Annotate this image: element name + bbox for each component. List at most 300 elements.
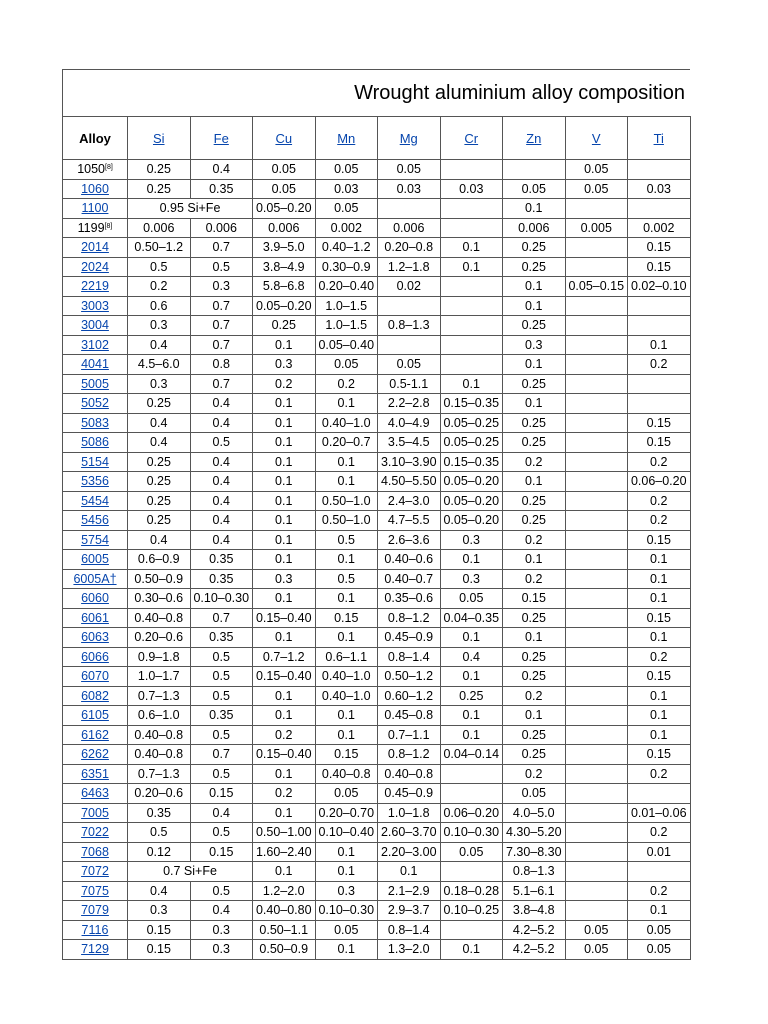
composition-cell [440,920,503,940]
footnote-ref[interactable]: [8] [105,164,113,172]
composition-cell [565,803,628,823]
composition-cell: 0.7 [190,316,253,336]
composition-cell: 0.8–1.3 [378,316,441,336]
table-row [63,530,691,550]
alloy-cell[interactable] [63,803,128,823]
composition-cell: 0.20–0.6 [128,628,191,648]
composition-cell: 0.40–0.8 [128,745,191,765]
alloy-cell[interactable] [63,355,128,375]
composition-cell: 0.40–1.0 [315,686,378,706]
alloy-link[interactable]: 6351 [81,766,109,781]
merged-si-fe-cell: 0.95 Si+Fe [128,199,253,219]
composition-cell [440,199,503,219]
composition-cell: 0.05 [315,160,378,180]
alloy-cell[interactable] [63,335,128,355]
composition-cell [565,257,628,277]
composition-cell [565,862,628,882]
alloy-cell[interactable] [63,238,128,258]
alloy-cell[interactable] [63,472,128,492]
composition-cell: 0.25 [503,238,566,258]
composition-cell: 0.15–0.35 [440,452,503,472]
column-header-mn[interactable] [315,117,378,160]
alloy-cell[interactable] [63,862,128,882]
composition-cell: 0.50–0.9 [128,569,191,589]
alloy-cell [63,160,128,180]
composition-cell: 0.4 [440,647,503,667]
composition-cell [565,667,628,687]
alloy-link[interactable]: 5454 [81,493,109,508]
alloy-link[interactable]: 2219 [81,279,109,294]
table-row [63,940,691,960]
table-row [63,647,691,667]
composition-cell: 0.1 [440,940,503,960]
table-row [63,218,691,238]
alloy-link[interactable]: 5456 [81,513,109,528]
composition-cell: 0.12 [128,842,191,862]
alloy-cell[interactable] [63,550,128,570]
composition-cell: 0.15 [628,433,691,453]
composition-cell: 0.05 [565,940,628,960]
composition-cell: 1.0–1.5 [315,296,378,316]
composition-cell: 4.0–4.9 [378,413,441,433]
alloy-cell[interactable] [63,296,128,316]
composition-cell [378,296,441,316]
composition-cell: 0.25 [128,394,191,414]
composition-cell: 0.05 [565,179,628,199]
table-row [63,374,691,394]
alloy-cell[interactable] [63,277,128,297]
composition-cell [378,335,441,355]
composition-cell: 1.60–2.40 [253,842,316,862]
composition-cell: 0.4 [128,413,191,433]
composition-cell: 0.1 [315,394,378,414]
alloy-cell[interactable] [63,823,128,843]
composition-cell: 0.25 [128,179,191,199]
composition-cell: 0.04–0.14 [440,745,503,765]
alloy-cell[interactable] [63,764,128,784]
composition-cell: 0.05 [253,179,316,199]
composition-cell: 2.2–2.8 [378,394,441,414]
alloy-link[interactable]: 5754 [81,532,109,547]
column-header-cr[interactable] [440,117,503,160]
alloy-cell[interactable] [63,686,128,706]
composition-cell: 0.35 [128,803,191,823]
alloy-link[interactable]: 5086 [81,435,109,450]
alloy-cell[interactable] [63,628,128,648]
alloy-cell[interactable] [63,842,128,862]
composition-cell [440,160,503,180]
alloy-cell[interactable] [63,940,128,960]
composition-cell: 0.5 [190,725,253,745]
composition-cell [565,472,628,492]
composition-cell: 0.25 [503,413,566,433]
composition-table-container [62,69,768,960]
column-header-fe[interactable] [190,117,253,160]
composition-cell: 0.15–0.40 [253,667,316,687]
alloy-label: 1199 [77,220,105,235]
composition-cell: 0.7–1.1 [378,725,441,745]
composition-cell: 0.7 [190,335,253,355]
composition-cell [628,862,691,882]
composition-cell: 0.1 [253,491,316,511]
alloy-link[interactable]: 5052 [81,396,109,411]
table-row [63,823,691,843]
alloy-link[interactable]: 7068 [81,844,109,859]
column-header-ti[interactable] [628,117,691,160]
composition-cell: 0.1 [503,550,566,570]
alloy-cell[interactable] [63,569,128,589]
composition-cell: 0.15 [315,608,378,628]
composition-cell: 0.6 [128,296,191,316]
composition-cell: 0.2 [315,374,378,394]
composition-cell: 0.1 [253,862,316,882]
composition-cell [565,433,628,453]
composition-cell: 0.2 [628,511,691,531]
composition-cell: 0.1 [253,550,316,570]
alloy-cell[interactable] [63,608,128,628]
composition-cell: 0.25 [128,160,191,180]
alloy-link[interactable]: 6061 [81,610,109,625]
alloy-cell[interactable] [63,413,128,433]
composition-cell: 0.10–0.30 [440,823,503,843]
composition-cell: 5.1–6.1 [503,881,566,901]
composition-cell: 0.2 [503,764,566,784]
composition-cell: 0.45–0.9 [378,784,441,804]
composition-cell: 0.5 [128,257,191,277]
table-row [63,335,691,355]
composition-cell: 0.50–1.2 [128,238,191,258]
alloy-link[interactable]: 6105 [81,708,109,723]
composition-cell: 0.25 [128,511,191,531]
composition-cell: 0.006 [190,218,253,238]
composition-cell [565,374,628,394]
composition-cell: 0.5 [315,530,378,550]
composition-cell: 0.50–1.0 [315,491,378,511]
alloy-cell[interactable] [63,199,128,219]
composition-cell: 3.10–3.90 [378,452,441,472]
composition-cell [565,355,628,375]
composition-cell: 1.2–2.0 [253,881,316,901]
composition-cell: 0.8–1.3 [503,862,566,882]
column-header-cu[interactable] [253,117,316,160]
composition-cell: 0.2 [253,725,316,745]
alloy-link[interactable]: 6070 [81,669,109,684]
composition-cell [565,199,628,219]
composition-cell: 0.04–0.35 [440,608,503,628]
composition-cell [565,745,628,765]
composition-cell [565,452,628,472]
composition-cell: 0.10–0.30 [315,901,378,921]
composition-cell: 0.7 [190,296,253,316]
alloy-cell[interactable] [63,647,128,667]
composition-cell: 0.02–0.10 [628,277,691,297]
table-row [63,550,691,570]
alloy-link[interactable]: 5356 [81,474,109,489]
composition-cell: 0.1 [315,628,378,648]
composition-cell [565,764,628,784]
composition-cell: 0.1 [253,706,316,726]
composition-cell: 0.35 [190,628,253,648]
composition-cell: 0.05–0.20 [440,491,503,511]
composition-cell: 0.15 [628,745,691,765]
alloy-link[interactable]: 6262 [81,747,109,762]
element-link-v[interactable]: V [591,130,601,146]
alloy-link[interactable]: 5154 [81,454,109,469]
composition-cell [565,725,628,745]
composition-cell: 0.40–0.6 [378,550,441,570]
composition-cell: 0.01–0.06 [628,803,691,823]
element-link-zn[interactable]: Zn [526,130,542,146]
element-link-mn[interactable]: Mn [337,130,356,146]
alloy-link[interactable]: 7072 [81,864,109,879]
composition-cell: 0.4 [190,452,253,472]
composition-cell: 0.1 [253,628,316,648]
composition-cell: 0.4 [190,901,253,921]
alloy-link[interactable]: 7005 [81,805,109,820]
composition-cell: 0.2 [128,277,191,297]
element-link-cr[interactable]: Cr [464,130,479,146]
composition-cell: 0.05 [565,160,628,180]
alloy-cell[interactable] [63,374,128,394]
table-row [63,569,691,589]
composition-cell: 0.25 [503,316,566,336]
element-link-ti[interactable]: Ti [653,130,664,146]
composition-cell: 0.6–0.9 [128,550,191,570]
composition-cell: 0.1 [503,355,566,375]
table-row [63,764,691,784]
alloy-cell[interactable] [63,881,128,901]
composition-cell: 0.15 [128,920,191,940]
table-row [63,413,691,433]
alloy-link[interactable]: 6162 [81,727,109,742]
composition-cell: 0.3 [190,277,253,297]
alloy-link[interactable]: 6005 [81,552,109,567]
composition-cell: 0.05–0.20 [440,511,503,531]
alloy-link[interactable]: 6005A† [73,571,117,586]
composition-cell: 0.1 [315,706,378,726]
alloy-link[interactable]: 6082 [81,688,109,703]
composition-cell: 0.1 [628,569,691,589]
alloy-link[interactable]: 6463 [81,786,109,801]
composition-cell: 0.1 [503,296,566,316]
alloy-link[interactable]: 2024 [81,259,109,274]
composition-cell: 0.35 [190,550,253,570]
composition-cell: 0.05 [440,842,503,862]
composition-cell: 0.15–0.40 [253,745,316,765]
composition-cell [440,277,503,297]
composition-cell: 0.1 [440,667,503,687]
composition-cell: 0.1 [315,452,378,472]
composition-cell: 0.3 [128,374,191,394]
composition-cell [628,199,691,219]
composition-cell [565,608,628,628]
composition-cell [565,550,628,570]
composition-cell: 0.3 [190,920,253,940]
composition-cell: 0.5 [190,433,253,453]
composition-cell: 0.25 [503,511,566,531]
composition-cell [440,296,503,316]
composition-cell: 0.4 [190,413,253,433]
column-header-zn[interactable] [503,117,566,160]
footnote-ref[interactable]: [8] [104,222,113,230]
composition-cell: 0.15 [628,530,691,550]
alloy-link[interactable]: 4041 [81,357,109,372]
composition-cell [565,316,628,336]
composition-cell: 0.3 [253,569,316,589]
composition-cell: 0.2 [503,569,566,589]
alloy-cell[interactable] [63,706,128,726]
composition-cell: 0.60–1.2 [378,686,441,706]
composition-cell: 0.4 [190,394,253,414]
composition-cell: 2.9–3.7 [378,901,441,921]
composition-cell: 0.1 [628,686,691,706]
alloy-link[interactable]: 6063 [81,630,109,645]
composition-cell: 0.3 [503,335,566,355]
composition-cell: 0.2 [628,355,691,375]
composition-cell: 0.06–0.20 [628,472,691,492]
composition-cell [565,335,628,355]
composition-cell: 0.05 [253,160,316,180]
header-row [63,117,691,160]
composition-cell: 0.4 [128,530,191,550]
composition-cell: 0.1 [253,686,316,706]
alloy-cell[interactable] [63,745,128,765]
composition-cell: 4.2–5.2 [503,940,566,960]
composition-cell: 4.30–5.20 [503,823,566,843]
composition-cell: 0.4 [190,511,253,531]
alloy-cell[interactable] [63,784,128,804]
composition-cell [565,706,628,726]
composition-cell: 0.05–0.15 [565,277,628,297]
alloy-cell[interactable] [63,394,128,414]
composition-cell: 0.1 [253,589,316,609]
composition-cell: 0.8–1.2 [378,745,441,765]
table-row [63,160,691,180]
alloy-link[interactable]: 7075 [81,883,109,898]
alloy-link[interactable]: 7022 [81,825,109,840]
composition-cell: 0.1 [503,277,566,297]
element-link-mg[interactable]: Mg [399,130,418,146]
alloy-cell[interactable] [63,433,128,453]
composition-cell: 0.1 [440,706,503,726]
alloy-link[interactable]: 7116 [81,922,109,937]
table-row [63,706,691,726]
table-row [63,472,691,492]
table-row [63,881,691,901]
alloy-cell[interactable] [63,725,128,745]
alloy-link[interactable]: 3004 [81,318,109,333]
alloy-cell[interactable] [63,589,128,609]
composition-cell [628,394,691,414]
composition-cell: 0.1 [315,725,378,745]
alloy-cell[interactable] [63,179,128,199]
composition-cell: 0.25 [503,647,566,667]
composition-cell: 0.1 [253,764,316,784]
composition-cell: 0.7–1.3 [128,764,191,784]
alloy-link[interactable]: 6060 [81,591,109,606]
composition-cell: 0.1 [628,589,691,609]
composition-cell: 0.006 [253,218,316,238]
composition-cell: 0.8–1.2 [378,608,441,628]
composition-cell [440,316,503,336]
element-link-fe[interactable]: Fe [213,130,229,146]
alloy-link[interactable]: 7129 [81,942,109,957]
table-row [63,862,691,882]
composition-cell: 0.2 [628,452,691,472]
composition-cell [565,491,628,511]
composition-cell: 2.20–3.00 [378,842,441,862]
composition-cell: 0.4 [128,335,191,355]
alloy-cell[interactable] [63,257,128,277]
composition-cell: 0.2 [503,530,566,550]
element-link-si[interactable]: Si [152,130,165,146]
table-row [63,199,691,219]
composition-cell: 3.8–4.9 [253,257,316,277]
alloy-link[interactable]: 5005 [81,376,109,391]
element-link-cu[interactable]: Cu [275,130,293,146]
composition-cell [628,784,691,804]
composition-cell: 0.05 [440,589,503,609]
composition-cell: 4.50–5.50 [378,472,441,492]
alloy-cell[interactable] [63,901,128,921]
alloy-link[interactable]: 7079 [81,903,109,918]
column-header-mg[interactable] [378,117,441,160]
column-header-v[interactable] [565,117,628,160]
composition-cell: 0.25 [128,452,191,472]
alloy-link[interactable]: 1060 [81,181,109,196]
composition-cell [440,784,503,804]
alloy-cell[interactable] [63,452,128,472]
composition-cell: 0.15 [503,589,566,609]
composition-cell [565,628,628,648]
table-body [63,160,691,960]
composition-cell: 0.5 [190,881,253,901]
composition-cell: 0.50–1.1 [253,920,316,940]
composition-cell: 0.4 [128,433,191,453]
composition-cell: 4.2–5.2 [503,920,566,940]
alloy-link[interactable]: 6066 [81,649,109,664]
composition-cell: 0.1 [503,472,566,492]
alloy-cell[interactable] [63,667,128,687]
composition-cell: 0.2 [628,491,691,511]
composition-cell [565,823,628,843]
alloy-link[interactable]: 3003 [81,298,109,313]
composition-cell: 0.15 [128,940,191,960]
alloy-cell[interactable] [63,316,128,336]
table-row [63,394,691,414]
composition-cell: 0.25 [503,745,566,765]
column-header-si[interactable] [128,117,191,160]
composition-cell: 7.30–8.30 [503,842,566,862]
alloy-cell[interactable] [63,511,128,531]
composition-cell: 0.3 [315,881,378,901]
composition-cell: 0.4 [190,160,253,180]
alloy-cell[interactable] [63,530,128,550]
table-title: Wrought aluminium alloy composition [63,70,691,117]
composition-cell: 0.03 [628,179,691,199]
composition-cell: 1.0–1.7 [128,667,191,687]
table-row [63,355,691,375]
alloy-cell[interactable] [63,491,128,511]
alloy-link[interactable]: 1100 [81,201,109,216]
composition-cell: 0.50–0.9 [253,940,316,960]
composition-cell: 0.15 [628,257,691,277]
alloy-link[interactable]: 3102 [81,337,109,352]
alloy-link[interactable]: 2014 [81,240,109,255]
composition-cell: 0.25 [503,374,566,394]
alloy-cell[interactable] [63,920,128,940]
alloy-link[interactable]: 5083 [81,415,109,430]
